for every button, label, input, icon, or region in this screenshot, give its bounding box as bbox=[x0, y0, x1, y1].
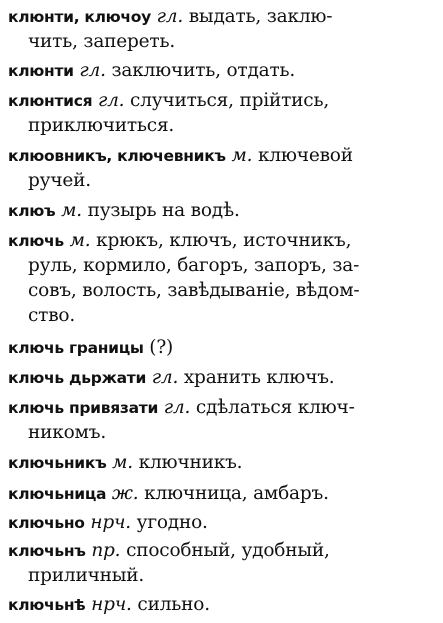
entry-line bbox=[8, 4, 332, 30]
entry-line bbox=[8, 365, 334, 391]
grammar-label: ж. bbox=[111, 483, 139, 504]
entry-line bbox=[8, 592, 210, 618]
grammar-label: гл. bbox=[163, 397, 191, 418]
grammar-label: гл. bbox=[156, 6, 184, 27]
continuation-line: совъ, волость, завѣдываніе, вѣдом- bbox=[28, 280, 360, 301]
continuation-line: ство. bbox=[28, 305, 76, 326]
continuation-line: руль, кормило, багоръ, запоръ, за- bbox=[28, 255, 360, 276]
headword: клюъ bbox=[8, 202, 56, 220]
definition-text: ключникъ. bbox=[138, 452, 243, 473]
entry-line bbox=[8, 58, 295, 84]
grammar-label: м. bbox=[61, 200, 82, 221]
definition-text: хранить ключъ. bbox=[183, 367, 335, 388]
entry-line bbox=[8, 395, 355, 421]
entry-line bbox=[8, 510, 208, 536]
definition-text: крюкъ, ключъ, источникъ, bbox=[96, 230, 352, 251]
grammar-label: гл. bbox=[79, 60, 106, 81]
definition-text: заключить, отдать. bbox=[111, 60, 296, 81]
headword: клюнти, ключоу bbox=[8, 8, 151, 26]
entry-line bbox=[8, 538, 330, 564]
grammar-label: м. bbox=[231, 145, 253, 166]
headword: ключь привязати bbox=[8, 399, 159, 417]
headword: ключь границы bbox=[8, 339, 144, 357]
continuation-line: чить, запереть. bbox=[28, 31, 176, 52]
definition-text: угодно. bbox=[136, 512, 208, 533]
grammar-label: м. bbox=[112, 452, 133, 473]
grammar-label: нрч. bbox=[90, 512, 131, 533]
headword: клюовникъ, ключевникъ bbox=[8, 147, 226, 165]
headword: клюнти bbox=[8, 62, 74, 80]
grammar-label: нрч. bbox=[91, 594, 132, 615]
entry-line bbox=[8, 198, 240, 224]
grammar-label: пр. bbox=[91, 540, 121, 561]
headword: ключьница bbox=[8, 485, 107, 503]
headword: ключьнѣ bbox=[8, 596, 86, 614]
entry-line bbox=[8, 228, 351, 254]
definition-text: сдѣлаться ключ- bbox=[195, 397, 355, 418]
headword: ключь bbox=[8, 232, 64, 250]
grammar-label: м. bbox=[69, 230, 91, 251]
entry-line bbox=[8, 88, 329, 114]
headword: ключьнъ bbox=[8, 542, 86, 560]
headword: ключьникъ bbox=[8, 454, 107, 472]
definition-text: (?) bbox=[149, 337, 174, 358]
definition-text: выдать, заклю- bbox=[188, 6, 333, 27]
continuation-line: приключиться. bbox=[28, 115, 175, 136]
grammar-label: гл. bbox=[97, 90, 125, 111]
grammar-label: гл. bbox=[151, 367, 179, 388]
definition-text: случиться, прійтись, bbox=[130, 90, 330, 111]
definition-text: ключница, амбаръ. bbox=[144, 483, 329, 504]
definition-text: ключевой bbox=[257, 145, 353, 166]
headword: ключьно bbox=[8, 514, 85, 532]
entry-line bbox=[8, 450, 242, 476]
definition-text: пузырь на водѣ. bbox=[87, 200, 240, 221]
definition-text: сильно. bbox=[137, 594, 210, 615]
definition-text: способный, удобный, bbox=[126, 540, 330, 561]
headword: клюнтися bbox=[8, 92, 93, 110]
entry-line bbox=[8, 143, 353, 169]
entry-line bbox=[8, 481, 329, 507]
continuation-line: приличный. bbox=[28, 565, 145, 586]
entry-line bbox=[8, 335, 173, 361]
continuation-line: ручей. bbox=[28, 170, 91, 191]
continuation-line: никомъ. bbox=[28, 422, 107, 443]
headword: ключь дьржати bbox=[8, 369, 147, 387]
